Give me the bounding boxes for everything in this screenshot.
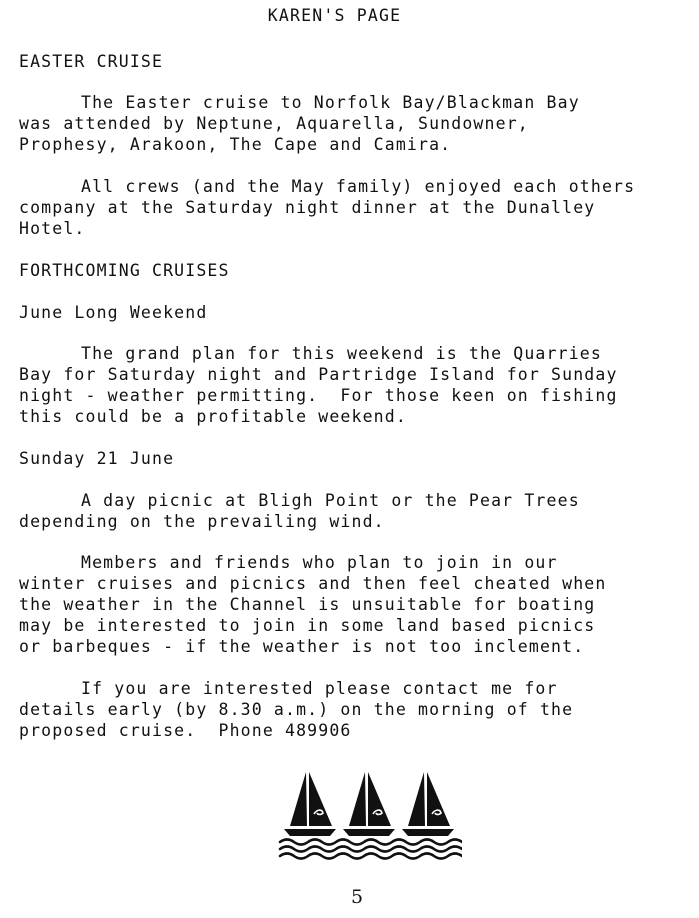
members-text-line: the weather in the Channel is unsuitable for boating: [19, 595, 596, 614]
sunday-text-line: A day picnic at Bligh Point or the Pear Trees: [81, 491, 580, 510]
sailboats-logo-icon: [278, 768, 462, 860]
easter-text-line: All crews (and the May family) enjoyed each others: [81, 177, 636, 196]
easter-text-line: Hotel.: [19, 219, 86, 238]
members-text-line: may be interested to join in some land based picnics: [19, 616, 596, 635]
sunday-21-june-heading: Sunday 21 June: [19, 449, 175, 468]
easter-cruise-heading: EASTER CRUISE: [19, 52, 164, 71]
page-title: KAREN'S PAGE: [267, 6, 402, 25]
easter-text-line: was attended by Neptune, Aquarella, Sundowner,: [19, 114, 529, 133]
june-text-line: Bay for Saturday night and Partridge Island for Sunday: [19, 365, 618, 384]
contact-text-line: details early (by 8.30 a.m.) on the morning of the: [19, 700, 574, 719]
june-long-weekend-heading: June Long Weekend: [19, 303, 208, 322]
easter-text-line: Prophesy, Arakoon, The Cape and Camira.: [19, 135, 452, 154]
sunday-text-line: depending on the prevailing wind.: [19, 512, 385, 531]
page-number: 5: [350, 886, 364, 908]
june-text-line: this could be a profitable weekend.: [19, 407, 407, 426]
members-text-line: or barbeques - if the weather is not too inclement.: [19, 637, 585, 656]
contact-text-line: If you are interested please contact me for: [81, 679, 558, 698]
contact-text-line: proposed cruise. Phone 489906: [19, 721, 352, 740]
members-text-line: winter cruises and picnics and then feel cheated when: [19, 574, 607, 593]
members-text-line: Members and friends who plan to join in our: [81, 553, 558, 572]
june-text-line: night - weather permitting. For those keen on fishing: [19, 386, 618, 405]
easter-text-line: company at the Saturday night dinner at the Dunalley: [19, 198, 596, 217]
forthcoming-cruises-heading: FORTHCOMING CRUISES: [19, 261, 230, 280]
easter-text-line: The Easter cruise to Norfolk Bay/Blackman Bay: [81, 93, 580, 112]
june-text-line: The grand plan for this weekend is the Quarries: [81, 344, 602, 363]
